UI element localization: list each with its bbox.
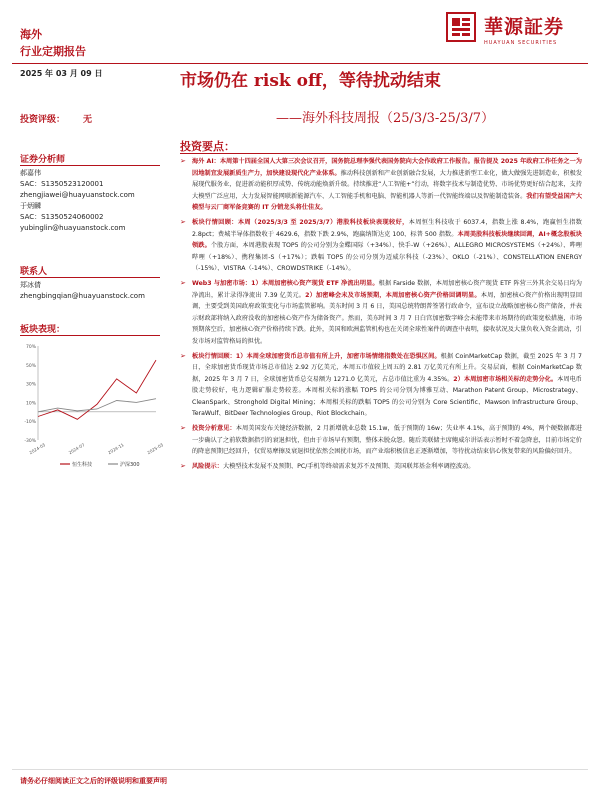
keypoint-body: 根据 Farside 数据，本周加密核心资产现货 ETF 阵营三外其余交易日均为净流出，累计录得净流出 7.39 亿美元。 [192,279,582,299]
x-tick-label: 2024-07 [67,442,86,456]
y-tick-label: 70% [25,345,36,350]
keypoints-divider [180,153,578,154]
analyst-block [20,168,135,234]
analyst-name: 郝嘉伟 [20,169,41,177]
keypoint-body: 根据 CoinMarketCap 数据，截至 2025 年 3 月 7 日，全球加密货币现货市场总市值达 2.92 万亿美元，本周五市值较上周五的 2.81 万亿美元有所上升。交易层面，根据 CoinMarketCap 数据，2025 年 3 月 7 日，全球加密货币总交易额为 1271.0 亿美元，占总市值比重为 4.35%。 [192,352,582,383]
contact-email[interactable]: zhengbingqian@huayuanstock.com [20,292,145,300]
keypoint-item [180,351,582,421]
chart-axes [38,346,156,440]
footer-disclaimer: 请务必仔细阅读正文之后的评级说明和重要声明 [20,777,167,785]
x-tick-label: 2025-03 [146,442,165,456]
legend-label: 沪深300 [120,462,140,468]
keypoint-highlight: 本周第十四届全国人大第三次会议召开，国务院总理李强代表国务院向大会作政府工作报告。报告提及 2025 年政府工作任务之一为因地制宜发展新质生产力，加快建设现代化产业体系。 [192,158,582,177]
keypoint-highlight: 1）本周加密核心资产现货 ETF 净流出明显。 [251,279,379,287]
analyst-sac: SAC：S1350523120001 [20,180,104,188]
sector-performance-chart [20,340,165,470]
keypoints-list [180,156,582,475]
bullet-arrow-icon: ➢ [180,461,186,470]
keypoint-tail: 本周，加密核心资产价格出现明显回调，主要受到美国政府政策变化与市场监管影响。美东时间 3 月 6 日，美国总统特朗普签署行政命令，宣布设立战略加密核心资产储备，并表示财政部将纳入政府没收的加密核心资产作为储备资产。然而，美东时间 3 月 7 日白宫加密数字峰会未能带来市场期待的政策宽松措施，市场预期落空后，加密核心资产价格持续下跌。此外，美国和欧洲监管机构也在关闭全球性案件的调查中表明，接收状况及大量负收入资金流动，引发市场对监管格局的担忧。 [192,291,583,345]
investment-rating [20,112,92,125]
contact-divider [20,277,160,278]
category-line2: 行业定期报告 [20,45,86,58]
keypoint-tail: 个股方面，本周港股表现 TOP5 的公司分别为金蝶国际（+34%）、快手-W（+26%）、ALLEGRO MICROSYSTEMS（+24%）、哔哩哔哩（+18%）、携程集团-S（+17%）；跌幅 TOP5 的公司分别为迈威尔科技（-23%）、OKLO（-21%）、CONSTELLATION ENERGY（-15%）、VISTRA（-14%）、CROWDSTRIKE（-14%）。 [192,242,582,273]
keypoint-lead: Web3 与加密市场： [192,279,252,287]
chart-series-group [38,360,156,419]
keypoint-body: 推动科技创新和产业创新融合发展，大力推进新型工业化，做大做强先进制造业，积极发展现代服务业，促进新动能积厚成势、传统动能焕新升级。持续推进“人工智能+”行动，将数字技术与制造优势、市场优势更好结合起来，支持大模型广泛应用，大力发展智能网联新能源汽车、人工智能手机和电脑、智能机器人等新一代智能终端以及智能制造装备。 [192,169,583,200]
keypoint-lead: 板块行情回顾： [192,218,238,226]
keypoint-highlight: 本周（2025/3/3 至 2025/3/7）港股科技板块表现较好， [237,218,409,226]
series-line-2 [38,399,156,412]
x-tick-label: 2024-03 [28,442,47,456]
keypoint-body: 大模型技术发展不及预期、PC/手机等终端需求复苏不及预期、美国联邦基金利率调控波动。 [222,462,475,470]
analysts-heading: 证券分析师 [20,155,66,165]
logo-name: 華源証券 [484,16,565,38]
keypoint-highlight: 1）本周全球加密货币总市值有所上升，加密市场情绪指数处在恐惧区间。 [235,352,441,360]
keypoint-lead: 海外 AI： [192,158,220,165]
analysts-divider [20,165,160,166]
category-line1: 海外 [20,28,42,41]
chart-legend [60,461,140,468]
analyst-name: 于炳麟 [20,202,41,210]
contact-heading: 联系人 [20,267,48,277]
bullet-arrow-icon: ➢ [180,157,186,165]
bullet-arrow-icon: ➢ [180,278,186,287]
keypoint-highlight2: 2）加密峰会未及市场预期，本周加密核心资产价格回调明显。 [305,291,481,299]
y-tick-label: 30% [25,382,36,388]
chart-divider [20,335,160,336]
series-line-1 [38,360,156,419]
rating-label: 投资评级： [20,115,66,125]
bullet-arrow-icon: ➢ [180,217,186,226]
y-tick-label: 50% [25,363,36,369]
company-logo [446,10,586,58]
rating-value: 无 [83,115,93,125]
report-title: 市场仍在 risk off，等待扰动结束 [180,71,441,91]
keypoint-item [180,217,582,275]
legend-label: 恒生科技 [72,462,93,468]
bullet-arrow-icon: ➢ [180,351,186,360]
keypoint-item [180,156,582,214]
header-divider [12,63,588,64]
contact-block [20,280,145,302]
keypoint-item [180,278,582,348]
keypoints-heading: 投资要点： [180,140,235,153]
keypoint-lead: 板块行情回顾： [192,352,236,360]
keypoint-body: 本周美国发布关键经济数据，2 月新增就业总数 15.1w，低于预期的 16w；失业率 4.1%，高于预期的 4%，两个硬数据都进一步确认了之前软数据指引的衰退担忧，但由于市场早有预期，整体未脱众怨。随后美联储主席鲍威尔讲话表示暂时不着急降息，目前市场定价的降息预期已经回升，仅贸易摩擦及衰退担忧依然会困扰市场，而产业端积极信息正逐渐增加，等待扰动结束信心恢复带来的风险偏好回升。 [192,425,582,456]
keypoint-item [180,461,582,473]
analyst-email[interactable]: yubinglin@huayuanstock.com [20,224,126,232]
analyst-sac: SAC：S1350524060002 [20,213,104,221]
keypoint-body: 本周恒生科技收于 6037.4，指数上涨 8.4%，跑赢恒生指数 2.8pct；费城半导体指数收于 4629.6，指数下跌 2.9%，跑赢纳斯达克 100、标普 500 指数。 [192,218,582,238]
x-tick-label: 2024-11 [107,442,125,456]
logo-en: HUAYUAN SECURITIES [484,40,558,46]
y-tick-label: 10% [25,401,36,407]
keypoint-tail: 本周电币股走势较好，电力逻辑矿服走势较差。本周相关标的涨幅 TOP5 的公司分别为博雅互动、Marathon Patent Group、Microstrategy、CleanSpark、Stronghold Digital Mining；本周相关标的跌幅 TOP5 的公司分别为 Core Scientific、Mawson Infrastructure Group、TeraWulf、BitDeer Technologies Group、Riot Blockchain。 [192,375,582,418]
keypoint-item [180,423,582,458]
keypoint-highlight2: 2）本周加密市场相关标的走势分化。 [453,375,558,383]
report-date: 2025 年 03 月 09 日 [20,69,103,78]
y-tick-label: -10% [24,420,36,426]
keypoint-lead: 投资分析意见： [192,425,236,433]
report-category [20,26,86,60]
y-tick-label: -30% [24,439,36,444]
keypoint-highlight2: 本周美股科技板块继续回调，AI+概念股板块领跌。 [192,230,582,250]
keypoint-lead: 风险提示： [192,462,223,470]
keypoint-highlight2: 我们有望受益国产大模型与云厂商军备竞赛的 IT 分销龙头将仕佳友。 [192,192,583,212]
contact-name: 郑冰倩 [20,281,41,289]
analyst-email[interactable]: zhengjiawei@huayuanstock.com [20,191,135,199]
seal-icon [446,12,476,42]
bullet-arrow-icon: ➢ [180,424,186,433]
report-subtitle: ——海外科技周报（25/3/3-25/3/7） [276,111,495,126]
footer-divider [12,769,588,770]
chart-heading: 板块表现： [20,325,66,335]
chart-tick-labels [24,344,164,455]
